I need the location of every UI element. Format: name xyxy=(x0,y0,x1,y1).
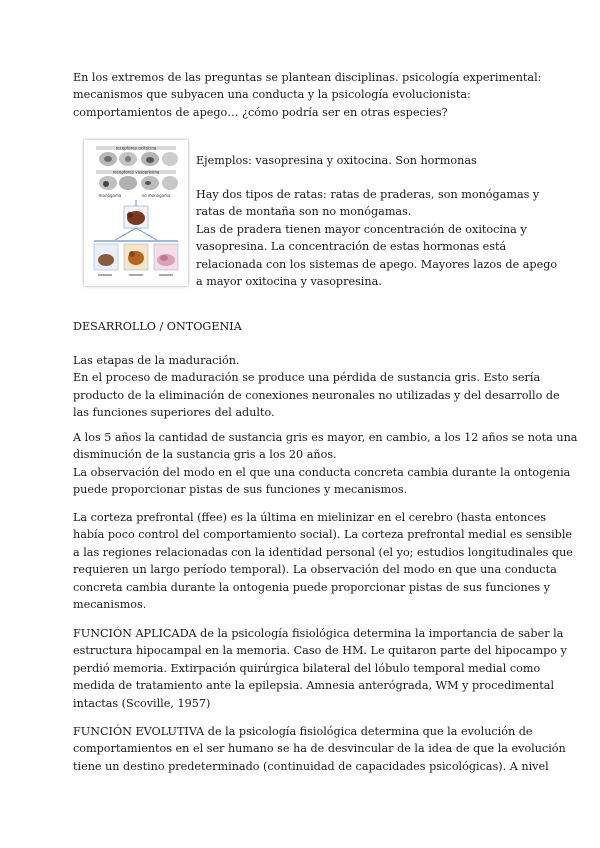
vole-paragraph xyxy=(196,186,558,290)
text-line: ratas de montaña son no monógamas. xyxy=(196,205,412,219)
text-line: tiene un destino predeterminado (continuidad de capacidades psicológicas). A nivel xyxy=(73,759,549,773)
figure-label: receptores vasopresina xyxy=(112,169,160,175)
text-line: a mayor oxitocina y vasopresina. xyxy=(196,275,382,289)
example-line xyxy=(196,152,526,169)
text-line: La corteza prefrontal (ffee) es la última en mielinizar en el cerebro (hasta entonces xyxy=(73,511,546,524)
figure-label: monógama xyxy=(98,193,122,198)
text-line: había poco control del comportamiento social). La corteza prefrontal medial es sensible xyxy=(73,528,573,542)
evolutionary-function-paragraph xyxy=(73,723,566,775)
text-line: requieren un largo período temporal). La observación del modo en que una conducta xyxy=(73,563,557,577)
gray-matter-paragraph xyxy=(73,429,578,499)
text-line: estructura hipocampal en la memoria. Caso de HM. Le quitaron parte del hipocampo y xyxy=(73,644,567,658)
text-line: FUNCIÓN EVOLUTIVA de la psicología fisiológica determina que la evolución de xyxy=(73,725,533,738)
text-line: las funciones superiores del adulto. xyxy=(73,406,275,420)
vole-receptor-figure xyxy=(84,140,188,286)
text-line: disminución de la sustancia gris a los 20 años. xyxy=(73,448,337,462)
section-heading-development xyxy=(73,318,531,335)
text-line: relacionada con los sistemas de apego. Mayores lazos de apego xyxy=(196,257,558,271)
text-line: a las regiones relacionadas con la identidad personal (el yo; estudios longitudinales que xyxy=(73,545,573,559)
text-line: perdió memoria. Extirpación quirúrgica bilateral del lóbulo temporal medial como xyxy=(73,661,541,675)
text-line: puede proporcionar pistas de sus funciones y mecanismos. xyxy=(73,483,408,497)
text-line: Las de pradera tienen mayor concentración de oxitocina y xyxy=(196,222,527,236)
applied-function-paragraph xyxy=(73,625,567,712)
text-line: concreta cambia durante la ontogenia puede proporcionar pistas de sus funciones y xyxy=(73,580,550,594)
text-line: intactas (Scoville, 1957) xyxy=(73,696,211,710)
text-line: producto de la eliminación de conexiones neuronales no utilizadas y del desarrollo de xyxy=(73,388,560,402)
text-line: FUNCIÓN APLICADA de la psicología fisiológica determina la importancia de saber la xyxy=(73,627,564,640)
maturation-paragraph xyxy=(73,352,560,422)
text-line: A los 5 años la cantidad de sustancia gris es mayor, en cambio, a los 12 años se nota una xyxy=(73,431,578,444)
text-line: La observación del modo en el que una conducta concreta cambia durante la ontogenia xyxy=(73,465,571,479)
figure-label: receptores oxitocina xyxy=(115,145,157,151)
text-line: mecanismos que subyacen una conducta y la psicología evolucionista: xyxy=(73,88,471,102)
text-line: mecanismos. xyxy=(73,598,147,612)
intro-paragraph xyxy=(73,69,542,121)
heading-text: DESARROLLO / ONTOGENIA xyxy=(73,320,242,333)
text-line: Las etapas de la maduración. xyxy=(73,354,240,367)
figure-label: no monógama xyxy=(141,193,171,198)
text-line: vasopresina. La concentración de estas hormonas está xyxy=(196,240,507,254)
prefrontal-paragraph xyxy=(73,509,573,613)
text-line: En el proceso de maduración se produce una pérdida de sustancia gris. Esto sería xyxy=(73,371,541,385)
text-line: Ejemplos: vasopresina y oxitocina. Son hormonas xyxy=(196,154,477,167)
text-line: Hay dos tipos de ratas: ratas de praderas, son monógamas y xyxy=(196,188,540,201)
text-line: comportamientos en el ser humano se ha de desvincular de la idea de que la evolución xyxy=(73,742,566,756)
text-line: medida de tratamiento ante la epilepsia. Amnesia anterógrada, WM y procedimental xyxy=(73,679,555,693)
text-line: En los extremos de las preguntas se plantean disciplinas. psicología experimental: xyxy=(73,71,542,84)
text-line: comportamientos de apego… ¿cómo podría ser en otras especies? xyxy=(73,105,448,119)
